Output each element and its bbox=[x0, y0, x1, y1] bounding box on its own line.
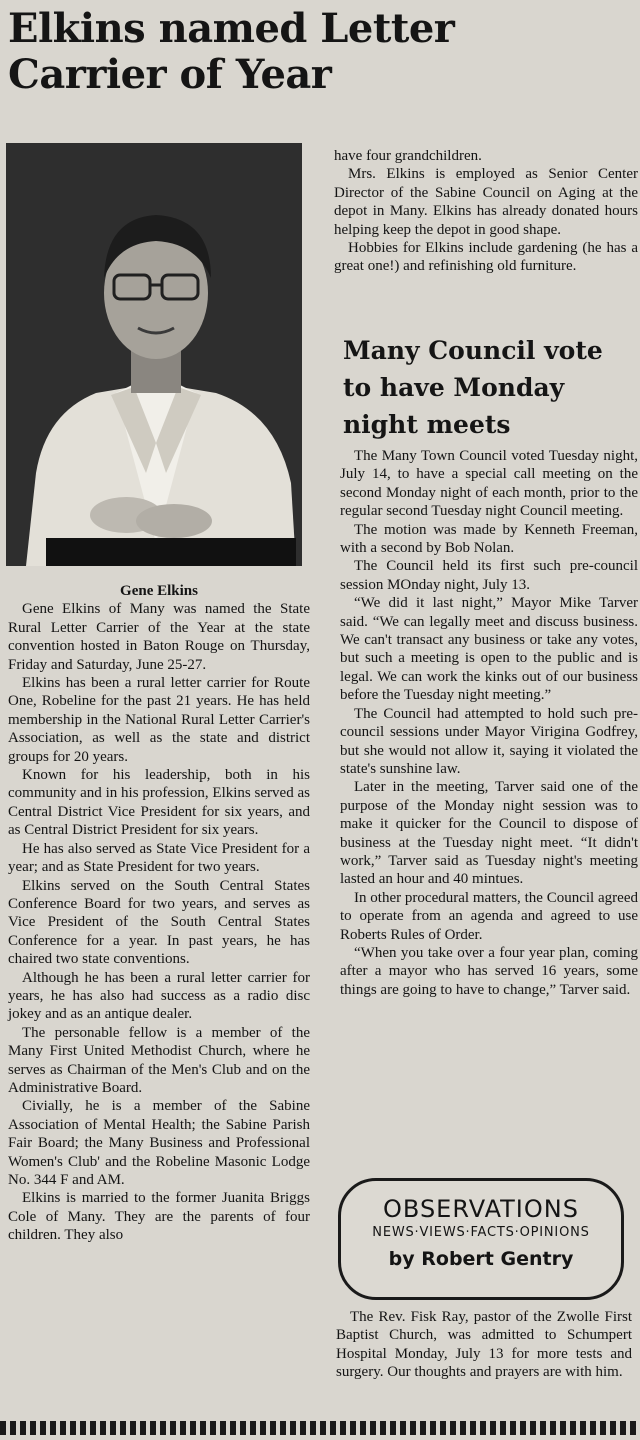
observations-byline: by Robert Gentry bbox=[388, 1248, 574, 1270]
portrait-photo bbox=[6, 143, 302, 566]
observations-logo bbox=[338, 1178, 624, 1300]
right-column-top bbox=[334, 147, 638, 276]
paragraph: Elkins served on the South Central States Conference Board for two years, and serves as Vice President of the South Central States Conference for a year. In past years, he has chaired two state conventions. bbox=[8, 877, 310, 968]
paragraph: have four grandchildren. bbox=[334, 148, 482, 164]
paragraph: The Council held its first such pre-council session MOnday night, July 13. bbox=[340, 558, 638, 593]
paragraph: Elkins is married to the former Juanita Briggs Cole of Many. They are the parents of four children. They also bbox=[8, 1190, 310, 1244]
paragraph: Known for his leadership, both in his community and in his profession, Elkins served as Central District Vice President for six years, and as Central District President for six years. bbox=[8, 767, 310, 839]
paragraph: In other procedural matters, the Council agreed to operate from an agenda and agreed to use Roberts Rules of Order. bbox=[340, 889, 638, 943]
paragraph: Hobbies for Elkins include gardening (he has a great one!) and refinishing old furniture. bbox=[334, 240, 638, 275]
photo-caption: Gene Elkins bbox=[120, 583, 198, 599]
paragraph: He has also served as State Vice President for a year; and as State President for two years. bbox=[8, 840, 310, 876]
paragraph: The Council had attempted to hold such pre-council sessions under Mayor Virigina Godfrey, but she would not allow it, saying it violated the state's sunshine law. bbox=[340, 705, 638, 777]
portrait-illustration bbox=[6, 143, 302, 566]
paragraph: The Many Town Council voted Tuesday night, July 14, to have a special call meeting on the second Monday night of each month, prior to the regular second Tuesday night Council meeting. bbox=[340, 448, 638, 520]
paragraph: The Rev. Fisk Ray, pastor of the Zwolle First Baptist Church, was admitted to Schumpert Hospital Monday, July 13 for more tests and surgery. Our thoughts and prayers are with him. bbox=[336, 1309, 632, 1381]
observations-column bbox=[336, 1308, 632, 1382]
paragraph: “When you take over a four year plan, coming after a mayor who has served 16 years, some things are going to have to change,” Tarver said. bbox=[340, 944, 638, 998]
paragraph: Later in the meeting, Tarver said one of the purpose of the Monday night session was to make it quicker for the Council to dispose of business at the Tuesday night meet. “It didn't work,” Tarver said as Tuesday night's meeting lasted an hour and 40 mintues. bbox=[340, 779, 638, 888]
left-column bbox=[8, 582, 310, 1245]
paragraph: The motion was made by Kenneth Freeman, with a second by Bob Nolan. bbox=[340, 521, 638, 557]
decorative-border bbox=[0, 1421, 640, 1435]
paragraph: Although he has been a rural letter carrier for years, he has also had success as a radio disc jokey and as an antique dealer. bbox=[8, 969, 310, 1023]
paragraph: “We did it last night,” Mayor Mike Tarver said. “We can legally meet and discuss business. We can't transact any business or take any votes, but such a meeting is open to the public and is legal. We can work the kinks out of our business before the Tuesday night meeting.” bbox=[340, 595, 638, 704]
paragraph: Mrs. Elkins is employed as Senior Center Director of the Sabine Council on Aging at the depot in Many. Elkins has already donated hours helping keep the depot in good shape. bbox=[334, 166, 638, 238]
paragraph: Gene Elkins of Many was named the State Rural Letter Carrier of the Year at the state convention hosted in Baton Rouge on Thursday, Friday and Saturday, June 25-27. bbox=[8, 601, 310, 673]
paragraph: Civially, he is a member of the Sabine Association of Mental Health; the Sabine Parish Fair Board; the Many Business and Professional Women's Club' and the Robeline Masonic Lodge No. 344 F and AM. bbox=[8, 1098, 310, 1188]
observations-title: OBSERVATIONS bbox=[383, 1195, 579, 1223]
observations-subtitle: NEWS·VIEWS·FACTS·OPINIONS bbox=[372, 1225, 590, 1240]
headline: Elkins named Letter Carrier of Year bbox=[8, 5, 455, 98]
paragraph: Elkins has been a rural letter carrier for Route One, Robeline for the past 21 years. He has held membership in the National Rural Letter Carrier's Association, as well as the state and district groups for 20 years. bbox=[8, 675, 310, 765]
council-subhead: Many Council vote to have Monday night meets bbox=[343, 336, 603, 439]
paragraph: The personable fellow is a member of the Many First United Methodist Church, where he serves as Chairman of the Men's Club and on the Administrative Board. bbox=[8, 1024, 310, 1096]
council-article bbox=[340, 447, 638, 999]
